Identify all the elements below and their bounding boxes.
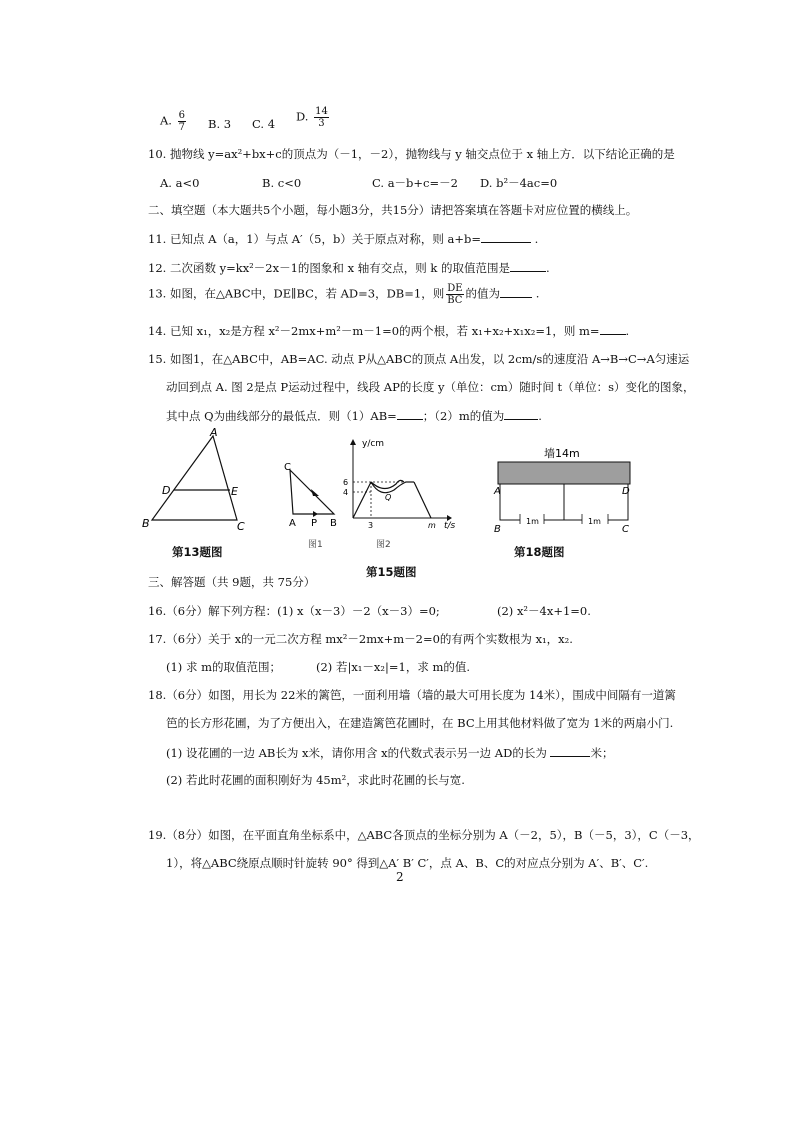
q12 — [148, 259, 550, 276]
q10-option-b: B. c<0 — [262, 176, 302, 190]
q16-part-2: (2) x²－4x+1=0. — [497, 604, 591, 618]
q18-line-1: 18.（6分）如图，用长为 22米的篱笆，一面利用墙（墙的最大可用长度为 14米），围成中间隔有一道篱 — [148, 688, 676, 702]
q9-option-a — [160, 110, 188, 133]
figure-15-fig2-graph — [338, 434, 458, 530]
q13-end: . — [535, 286, 540, 301]
q14-text: 14. 已知 x₁，x₂是方程 x²－2mx+m²－m－1=0的两个根，若 x₁+x₂+x₁x₂=1，则 m= — [148, 324, 600, 338]
q13 — [148, 283, 539, 306]
q11-answer-blank — [481, 230, 531, 243]
q15-line-3c: . — [538, 409, 542, 423]
fig15-y-axis-arrow-icon — [350, 439, 356, 445]
q9-a-denominator: 7 — [178, 122, 185, 133]
q15-line-3 — [166, 407, 542, 424]
fig18-wall — [498, 462, 630, 484]
q13-text: 13. 如图，在△ABC中，DE∥BC，若 AD=3，DB=1，则 — [148, 286, 445, 301]
q13-answer-blank — [500, 285, 532, 298]
figure-13-triangle — [140, 426, 252, 534]
q15-line-3a: 其中点 Q为曲线部分的最低点．则（1）AB= — [166, 409, 397, 423]
q16-part-1: 16.（6分）解下列方程：(1) x（x－3）－2（x－3）=0; — [148, 604, 440, 618]
q9-option-d — [296, 106, 331, 129]
q14 — [148, 322, 629, 339]
section-3-heading: 三、解答题（共 9题，共 75分） — [148, 575, 316, 589]
fig13-label-b: B — [142, 517, 150, 530]
q17-stem: 17.（6分）关于 x的一元二次方程 mx²－2mx+m－2=0的有两个实数根为 x₁，x₂. — [148, 632, 573, 646]
q9-option-c: C. 4 — [252, 117, 276, 131]
figure-15-fig2-caption: 图2 — [376, 540, 391, 550]
q11-text: 11. 已知点 A（a，1）与点 A′（5，b）关于原点对称，则 a+b= — [148, 232, 481, 246]
q10-option-c: C. a－b+c=－2 — [372, 176, 458, 190]
q15-line-3b: ；（2）m的值为 — [422, 409, 505, 423]
q13-after: 的值为 — [465, 286, 501, 301]
q13-numerator: DE — [447, 283, 463, 294]
fig15-fig1-label-a: A — [289, 518, 296, 528]
fig18-label-d: D — [622, 486, 630, 497]
fig13-label-c: C — [237, 520, 245, 533]
fig13-label-e: E — [231, 485, 238, 498]
fig15-direction-arrow-icon — [311, 489, 319, 496]
fig18-label-c: C — [622, 524, 629, 535]
q9-option-b: B. 3 — [208, 117, 232, 131]
q9-a-label: A. — [160, 113, 172, 128]
q18-part-1-unit: 米； — [590, 746, 614, 760]
q13-fraction — [446, 283, 463, 306]
q12-answer-blank — [510, 259, 546, 272]
fig13-label-a: A — [210, 426, 218, 439]
fig13-label-d: D — [162, 484, 171, 497]
q18-answer-blank — [550, 744, 590, 757]
q12-text: 12. 二次函数 y=kx²－2x－1的图象和 x 轴有交点，则 k 的取值范围是 — [148, 261, 510, 275]
q11-end: . — [534, 232, 539, 246]
q9-a-numerator: 6 — [178, 110, 185, 121]
q9-d-fraction — [314, 106, 329, 129]
figure-15-caption: 第15题图 — [366, 565, 417, 579]
fig15-point-p-arrow-icon — [313, 511, 318, 517]
fig15-fig1-label-c: C — [284, 462, 291, 473]
fig15-y-axis-label: y/cm — [362, 439, 385, 449]
q9-a-fraction — [178, 110, 186, 133]
fig15-point-q: Q — [385, 493, 392, 502]
figure-18-caption: 第18题图 — [514, 545, 565, 559]
q17-part-1: (1) 求 m的取值范围； — [166, 660, 282, 674]
fig15-fig1-label-p: P — [311, 518, 318, 528]
q18-part-1-text: (1) 设花圃的一边 AB长为 x米，请你用含 x的代数式表示另一边 AD的长为 — [166, 746, 547, 760]
q17-part-2: (2) 若|x₁－x₂|=1，求 m的值. — [316, 660, 471, 674]
q18-line-2: 笆的长方形花圃，为了方便出入，在建造篱笆花圃时，在 BC上用其他材料做了宽为 1米的两扇小门. — [166, 716, 674, 730]
q15-answer-blank-1 — [397, 407, 423, 420]
q10-option-a: A. a<0 — [160, 176, 200, 190]
q11 — [148, 230, 538, 247]
q15-line-1: 15. 如图1，在△ABC中，AB=AC. 动点 P从△ABC的顶点 A出发，以 2cm/s的速度沿 A→B→C→A匀速运 — [148, 352, 690, 366]
figure-15-fig1 — [282, 458, 342, 528]
q19-line-1: 19.（8分）如图，在平面直角坐标系中，△ABC各顶点的坐标分别为 A（－2，5），B（－5，3），C（－3， — [148, 828, 700, 842]
fig18-door-2-label: 1m — [588, 517, 601, 526]
page-number: 2 — [396, 870, 404, 884]
figure-18-garden — [490, 444, 640, 536]
fig15-tick-6: 6 — [343, 478, 349, 487]
q9-d-label: D. — [296, 109, 309, 124]
q9-d-numerator: 14 — [315, 106, 328, 117]
fig18-door-1-label: 1m — [526, 517, 539, 526]
q15-answer-blank-2 — [504, 407, 538, 420]
figure-15-fig1-caption: 图1 — [308, 540, 323, 550]
fig15-fig1-label-b: B — [330, 518, 337, 528]
q18-part-2: (2) 若此时花圃的面积刚好为 45m²，求此时花圃的长与宽. — [166, 773, 465, 787]
q15-line-2: 动回到点 A. 图 2是点 P运动过程中，线段 AP的长度 y（单位：cm）随时间 t（单位：s）变化的图象， — [166, 380, 695, 394]
q18-part-1 — [166, 744, 613, 761]
q10-stem: 10. 抛物线 y=ax²+bx+c的顶点为（－1，－2），抛物线与 y 轴交点位于 x 轴上方．以下结论正确的是 — [148, 147, 675, 161]
figure-13-caption: 第13题图 — [172, 545, 223, 559]
fig18-label-b: B — [494, 524, 501, 535]
q14-answer-blank — [600, 322, 626, 335]
q9-d-denominator: 3 — [318, 118, 325, 129]
q12-end: . — [546, 261, 550, 275]
q10-option-d: D. b²－4ac=0 — [480, 176, 558, 190]
fig15-tick-4: 4 — [343, 488, 349, 497]
fig18-label-a: A — [494, 486, 501, 497]
section-2-heading: 二、填空题（本大题共5个小题，每小题3分，共15分）请把答案填在答题卡对应位置的横线上。 — [148, 203, 638, 217]
q19-line-2: 1），将△ABC绕原点顺时针旋转 90° 得到△A′ B′ C′，点 A、B、C的对应点分别为 A′、B′、C′. — [166, 856, 649, 870]
fig15-x-axis-label: t/s — [444, 521, 456, 530]
q13-denominator: BC — [447, 295, 463, 306]
q14-end: . — [625, 324, 630, 338]
fig18-wall-label: 墙14m — [544, 447, 580, 460]
fig15-tick-3: 3 — [368, 521, 374, 530]
fig15-tick-m: m — [428, 521, 436, 530]
